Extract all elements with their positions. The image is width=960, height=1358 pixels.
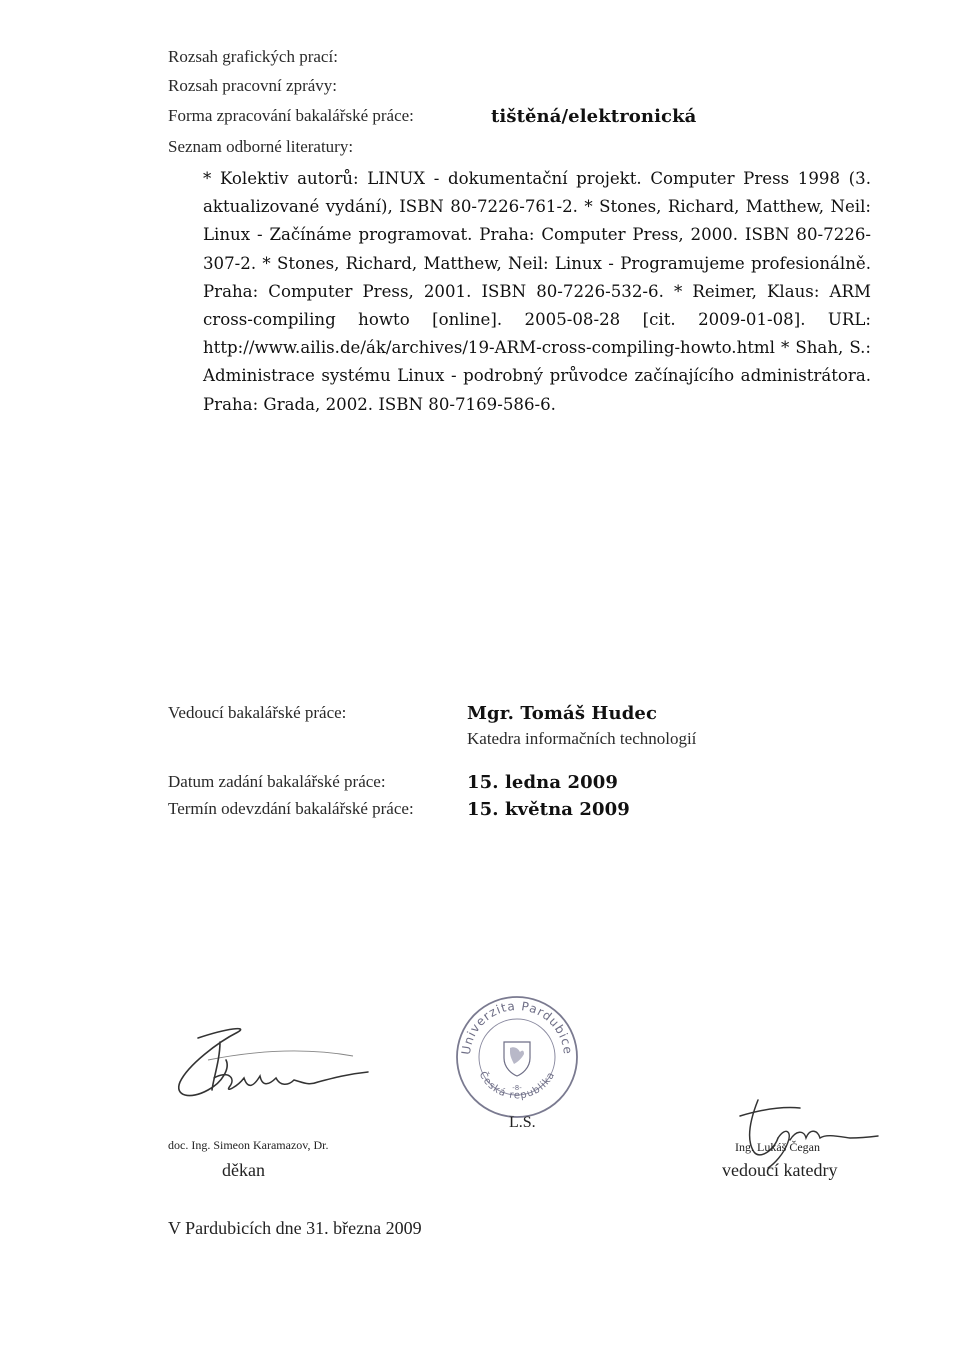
literature-list: * Kolektiv autorů: LINUX - dokumentační projekt. Computer Press 1998 (3. aktualizované vydání), ISBN 80-7226-761-2. * Stones, Richard, Matthew, Neil: Linux - Začínáme programovat. Praha: Computer Press, 2000. ISBN 80-7226-307-2. * Stones, Richard, Matthew, Neil: Linux - Programujeme profesionálně. Praha: Computer Press, 2001. ISBN 80-7226-532-6. * Reimer, Klaus: ARM cross-compiling howto [online]. 2005-08-28 [cit. 2009-01-08]. URL: http://www.ailis.de/ák/archives/19-ARM-cross-compiling-howto.html * Shah, S.: Administrace systému Linux - podrobný průvodce začínajícího administrátora. Praha: Grada, 2002. ISBN 80-7169-586-6.	[203, 169, 871, 414]
dean-role: děkan	[222, 1160, 265, 1180]
head-role: vedoucí katedry	[722, 1160, 838, 1180]
svg-text:Česká republika: Česká republika	[476, 1069, 558, 1102]
submit-date-value: 15. května 2009	[467, 799, 630, 820]
dean-signature	[168, 1020, 378, 1110]
university-stamp	[452, 992, 582, 1122]
report-scope-label: Rozsah pracovní zprávy:	[168, 76, 337, 95]
literature-label: Seznam odborné literatury:	[168, 137, 354, 156]
dean-name: doc. Ing. Simeon Karamazov, Dr.	[168, 1138, 329, 1152]
supervisor-name: Mgr. Tomáš Hudec	[467, 703, 658, 724]
svg-text:-8-: -8-	[512, 1084, 522, 1092]
assign-date-value: 15. ledna 2009	[467, 772, 618, 793]
graphics-scope-label: Rozsah grafických prací:	[168, 47, 338, 66]
supervisor-label: Vedoucí bakalářské práce:	[168, 703, 347, 722]
form-value: tištěná/elektronická	[491, 106, 697, 127]
submit-date-label: Termín odevzdání bakalářské práce:	[168, 799, 414, 818]
svg-text:Univerzita Pardubice: Univerzita Pardubice	[458, 998, 576, 1056]
assign-date-label: Datum zadání bakalářské práce:	[168, 772, 386, 791]
form-label: Forma zpracování bakalářské práce:	[168, 106, 414, 125]
head-signature	[720, 1090, 880, 1170]
ls-mark: L.S.	[509, 1114, 536, 1131]
head-name: Ing. Lukáš Čegan	[735, 1140, 820, 1154]
supervisor-department: Katedra informačních technologií	[467, 729, 697, 748]
place-date: V Pardubicích dne 31. března 2009	[168, 1218, 422, 1238]
